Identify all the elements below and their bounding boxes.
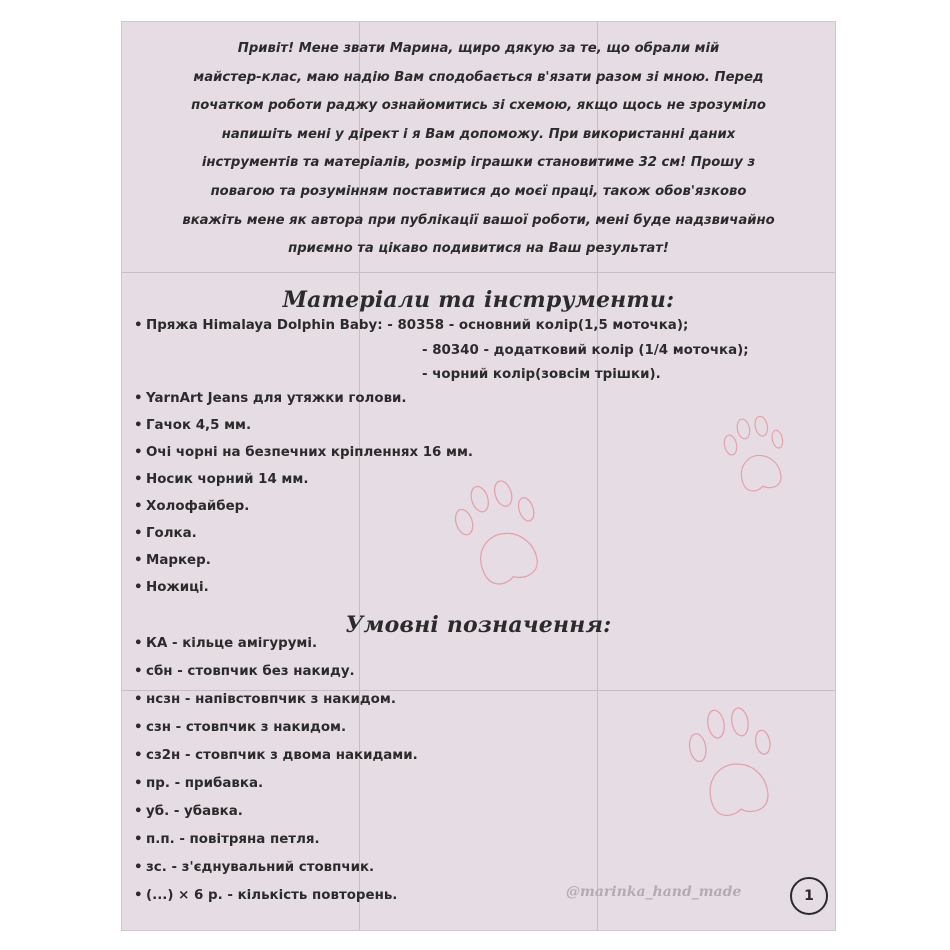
list-item: • сбн - стовпчик без накиду. — [134, 664, 355, 679]
bullet-icon: • — [134, 553, 143, 568]
list-item: • Носик чорний 14 мм. — [134, 472, 309, 487]
list-item: • пр. - прибавка. — [134, 776, 264, 791]
list-item: • Гачок 4,5 мм. — [134, 418, 252, 433]
list-item: • п.п. - повітряна петля. — [134, 832, 320, 847]
list-item: • (...) × 6 р. - кількість повторень. — [134, 888, 398, 903]
list-item: • Холофайбер. — [134, 499, 250, 514]
bullet-icon: • — [134, 499, 143, 514]
watermark: @marinka_hand_made — [566, 884, 742, 900]
bullet-icon: • — [134, 445, 143, 460]
list-item: • Голка. — [134, 526, 197, 541]
bullet-icon: • — [134, 748, 143, 763]
list-item: • уб. - убавка. — [134, 804, 243, 819]
bullet-icon: • — [134, 472, 143, 487]
list-item: • Пряжа Himalaya Dolphin Baby: - 80358 - основний колір(1,5 моточка); — [134, 318, 689, 333]
bullet-icon: • — [134, 580, 143, 595]
intro-line: початком роботи раджу ознайомитись зі схемою, якщо щось не зрозуміло — [191, 98, 766, 114]
intro-line: повагою та розумінням поставитися до моєї праці, також обов'язково — [210, 183, 747, 199]
intro-line: вкажіть мене як автора при публікації вашої роботи, мені буде надзвичайно — [182, 212, 775, 228]
yarn-subline: - чорний колір(зовсім трішки). — [422, 367, 661, 382]
bullet-icon: • — [134, 692, 143, 707]
intro-line: Привіт! Мене звати Марина, щиро дякую за те, що обрали мій — [237, 41, 720, 56]
bullet-icon: • — [134, 776, 143, 791]
intro-line: напишіть мені у дірект і я Вам допоможу. При використанні даних — [221, 126, 736, 142]
intro-line: приємно та цікаво подивитися на Ваш результат! — [288, 241, 669, 257]
intro-line: майстер-клас, маю надію Вам сподобається в'язати разом зі мною. Перед — [193, 69, 764, 85]
list-item: • Маркер. — [134, 553, 211, 568]
yarn-subline: - 80340 - додатковий колір (1/4 моточка); — [422, 343, 749, 358]
grid-line — [122, 272, 835, 273]
list-item: • Очі чорні на безпечних кріпленнях 16 мм. — [134, 445, 474, 460]
bullet-icon: • — [134, 720, 143, 735]
bullet-icon: • — [134, 832, 143, 847]
intro-paragraph — [122, 35, 835, 264]
paw-print-icon — [450, 477, 550, 607]
document-page — [121, 21, 836, 931]
bullet-icon: • — [134, 526, 143, 541]
bullet-icon: • — [134, 318, 143, 333]
bullet-icon: • — [134, 804, 143, 819]
grid-line — [122, 690, 835, 691]
list-item: • Ножиці. — [134, 580, 209, 595]
list-item: • зс. - з'єднувальний стовпчик. — [134, 860, 375, 875]
list-item: • сз2н - стовпчик з двома накидами. — [134, 748, 418, 763]
bullet-icon: • — [134, 888, 143, 903]
list-item: • КА - кільце амігурумі. — [134, 636, 318, 651]
paw-print-icon — [720, 414, 792, 504]
bullet-icon: • — [134, 418, 143, 433]
intro-line: інструментів та матеріалів, розмір іграшки становитиме 32 см! Прошу з — [201, 155, 756, 171]
paw-print-icon — [682, 704, 782, 834]
list-item: • YarnArt Jeans для утяжки голови. — [134, 391, 407, 406]
list-item: • сзн - стовпчик з накидом. — [134, 720, 347, 735]
bullet-icon: • — [134, 391, 143, 406]
materials-heading: Матеріали та інструменти: — [282, 287, 675, 313]
bullet-icon: • — [134, 860, 143, 875]
page-number: 1 — [790, 877, 828, 915]
list-item: • нсзн - напівстовпчик з накидом. — [134, 692, 396, 707]
legend-heading: Умовні позначення: — [345, 612, 612, 638]
bullet-icon: • — [134, 664, 143, 679]
bullet-icon: • — [134, 636, 143, 651]
